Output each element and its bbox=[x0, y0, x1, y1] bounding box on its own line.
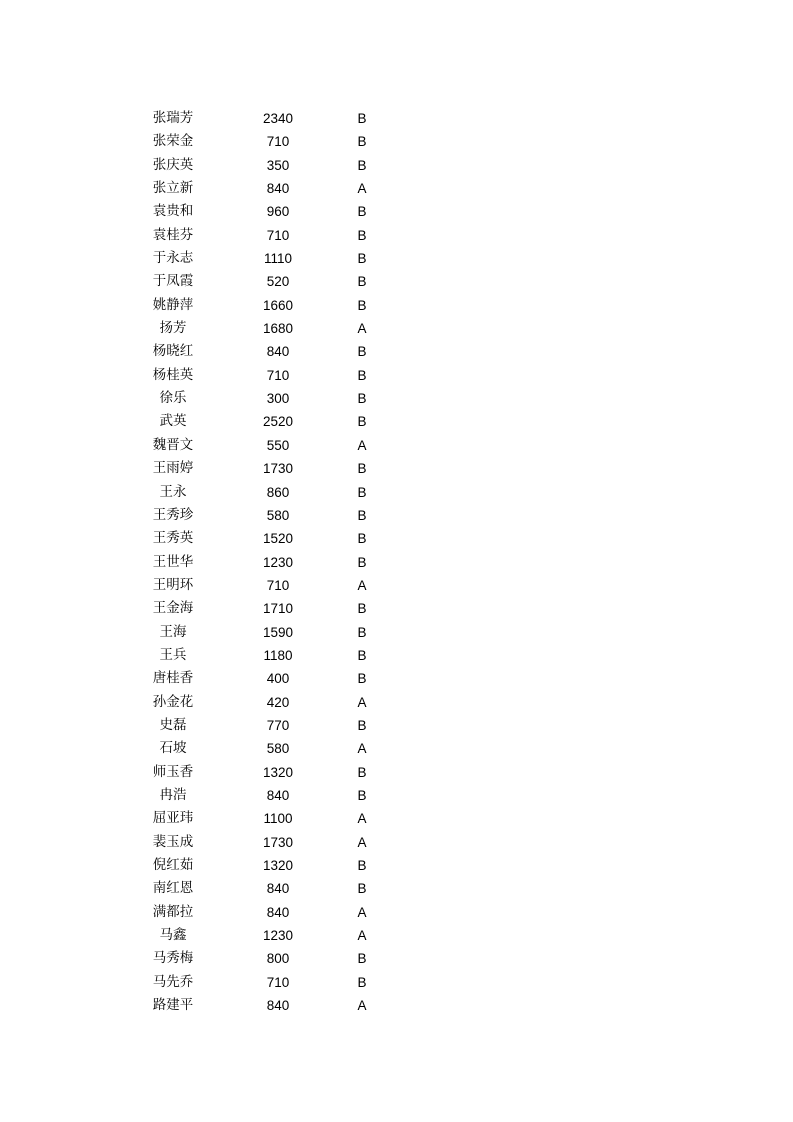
name-cell: 杨桂英 bbox=[152, 366, 194, 383]
grade-cell: B bbox=[357, 624, 367, 640]
table-row bbox=[0, 364, 793, 387]
name-cell: 冉浩 bbox=[159, 786, 187, 803]
amount-cell: 1320 bbox=[262, 858, 294, 873]
grade-cell: A bbox=[357, 694, 367, 710]
grade-cell: B bbox=[357, 391, 367, 407]
grade-cell: B bbox=[357, 531, 367, 547]
name-cell: 袁贵和 bbox=[152, 203, 194, 220]
table-row bbox=[0, 434, 793, 457]
grade-cell: B bbox=[357, 974, 367, 990]
table-row bbox=[0, 667, 793, 690]
grade-cell: A bbox=[357, 741, 367, 757]
grade-cell: A bbox=[357, 904, 367, 920]
name-cell: 袁桂芬 bbox=[152, 226, 194, 243]
amount-cell: 840 bbox=[266, 998, 290, 1014]
grade-cell: B bbox=[357, 297, 367, 313]
grade-cell: B bbox=[357, 858, 367, 873]
amount-cell: 1730 bbox=[262, 461, 294, 477]
grade-cell: B bbox=[357, 134, 367, 150]
amount-cell: 840 bbox=[266, 181, 290, 197]
grade-cell: B bbox=[357, 601, 367, 617]
amount-cell: 710 bbox=[266, 227, 290, 243]
grade-cell: B bbox=[357, 344, 367, 360]
table-row bbox=[0, 130, 793, 153]
name-cell: 张立新 bbox=[152, 180, 194, 197]
name-cell: 张庆英 bbox=[152, 156, 194, 173]
grade-cell: A bbox=[357, 998, 367, 1014]
amount-cell: 1230 bbox=[262, 554, 294, 570]
amount-cell: 1590 bbox=[262, 624, 294, 640]
grade-cell: A bbox=[357, 928, 367, 944]
amount-cell: 550 bbox=[266, 437, 290, 453]
name-cell: 王秀珍 bbox=[152, 506, 194, 523]
name-cell: 王海 bbox=[159, 623, 187, 640]
amount-cell: 710 bbox=[266, 974, 290, 990]
table-row bbox=[0, 410, 793, 433]
amount-cell: 300 bbox=[266, 391, 290, 407]
grade-cell: B bbox=[357, 671, 367, 687]
grade-cell: B bbox=[357, 764, 367, 780]
name-cell: 王雨婷 bbox=[152, 460, 194, 477]
name-cell: 王世华 bbox=[152, 553, 194, 570]
name-cell: 姚静萍 bbox=[152, 296, 194, 313]
table-row bbox=[0, 551, 793, 574]
amount-cell: 1660 bbox=[262, 297, 294, 313]
table-row bbox=[0, 107, 793, 130]
table-row bbox=[0, 154, 793, 177]
amount-cell: 1180 bbox=[263, 647, 293, 663]
grade-cell: B bbox=[357, 204, 367, 220]
grade-cell: B bbox=[357, 414, 367, 430]
grade-cell: B bbox=[357, 951, 367, 967]
table-row bbox=[0, 200, 793, 223]
amount-cell: 1730 bbox=[262, 834, 294, 850]
table-row bbox=[0, 224, 793, 247]
amount-cell: 580 bbox=[266, 507, 290, 523]
amount-cell: 400 bbox=[266, 671, 290, 687]
grade-cell: B bbox=[357, 251, 367, 267]
grade-cell: A bbox=[357, 321, 367, 337]
name-cell: 史磊 bbox=[159, 716, 187, 733]
table-row bbox=[0, 481, 793, 504]
table-row bbox=[0, 784, 793, 807]
amount-cell: 1680 bbox=[262, 321, 294, 337]
amount-cell: 840 bbox=[266, 344, 290, 360]
table-row bbox=[0, 247, 793, 270]
amount-cell: 2520 bbox=[262, 414, 294, 430]
name-cell: 扬芳 bbox=[159, 320, 187, 337]
amount-cell: 520 bbox=[266, 274, 290, 290]
amount-cell: 2340 bbox=[262, 111, 294, 126]
amount-cell: 860 bbox=[266, 484, 290, 500]
table-row bbox=[0, 924, 793, 947]
table-row bbox=[0, 621, 793, 644]
name-cell: 马先乔 bbox=[152, 973, 194, 990]
table-row bbox=[0, 761, 793, 784]
name-cell: 马秀梅 bbox=[152, 950, 194, 967]
name-cell: 王金海 bbox=[152, 600, 194, 617]
name-cell: 孙金花 bbox=[152, 693, 194, 710]
amount-cell: 960 bbox=[266, 204, 290, 220]
table-row bbox=[0, 294, 793, 317]
name-cell: 王明环 bbox=[152, 576, 194, 593]
grade-cell: A bbox=[357, 437, 367, 453]
name-cell: 唐桂香 bbox=[152, 670, 194, 687]
table-row bbox=[0, 807, 793, 830]
amount-cell: 1520 bbox=[262, 531, 294, 547]
table-row bbox=[0, 971, 793, 994]
name-cell: 裴玉成 bbox=[152, 833, 194, 850]
name-cell: 王永 bbox=[159, 483, 187, 500]
grade-cell: A bbox=[357, 811, 367, 827]
name-cell: 满都拉 bbox=[152, 903, 194, 920]
name-cell: 张荣金 bbox=[152, 133, 194, 150]
name-cell: 师玉香 bbox=[152, 763, 194, 780]
grade-cell: A bbox=[357, 577, 367, 593]
table-row bbox=[0, 177, 793, 200]
table-row bbox=[0, 504, 793, 527]
table-row bbox=[0, 831, 793, 854]
table-row bbox=[0, 340, 793, 363]
amount-cell: 580 bbox=[266, 741, 290, 757]
grade-cell: B bbox=[357, 647, 367, 663]
name-cell: 杨晓红 bbox=[152, 343, 194, 360]
grade-cell: B bbox=[357, 461, 367, 477]
table-row bbox=[0, 457, 793, 480]
table-row bbox=[0, 597, 793, 620]
name-cell: 武英 bbox=[159, 413, 187, 430]
name-cell: 王兵 bbox=[159, 646, 187, 663]
grade-cell: B bbox=[357, 227, 367, 243]
amount-cell: 420 bbox=[266, 694, 290, 710]
amount-cell: 840 bbox=[266, 881, 290, 897]
table-row bbox=[0, 854, 793, 877]
name-cell: 魏晋文 bbox=[152, 436, 194, 453]
table-row bbox=[0, 714, 793, 737]
table-row bbox=[0, 317, 793, 340]
amount-cell: 710 bbox=[266, 367, 290, 383]
grade-cell: B bbox=[357, 367, 367, 383]
amount-cell: 770 bbox=[266, 717, 290, 733]
table-row bbox=[0, 877, 793, 900]
name-cell: 屈亚玮 bbox=[152, 810, 194, 827]
name-cell: 南红恩 bbox=[152, 880, 194, 897]
table-row bbox=[0, 994, 793, 1017]
grade-cell: B bbox=[357, 484, 367, 500]
name-cell: 于永志 bbox=[152, 250, 194, 267]
table-row bbox=[0, 270, 793, 293]
grade-cell: B bbox=[357, 507, 367, 523]
grade-cell: A bbox=[357, 181, 367, 197]
name-cell: 马鑫 bbox=[159, 927, 187, 944]
name-cell: 于凤霞 bbox=[152, 273, 194, 290]
name-cell: 张瑞芳 bbox=[152, 110, 194, 126]
amount-cell: 1100 bbox=[263, 811, 293, 827]
grade-cell: B bbox=[357, 554, 367, 570]
amount-cell: 710 bbox=[266, 134, 290, 150]
table-row bbox=[0, 901, 793, 924]
amount-cell: 800 bbox=[266, 951, 290, 967]
grade-cell: B bbox=[357, 157, 367, 173]
table-row bbox=[0, 691, 793, 714]
grade-cell: B bbox=[357, 787, 367, 803]
amount-cell: 840 bbox=[266, 787, 290, 803]
amount-cell: 710 bbox=[266, 577, 290, 593]
table-row bbox=[0, 574, 793, 597]
amount-cell: 1320 bbox=[262, 764, 294, 780]
name-cell: 石坡 bbox=[159, 740, 187, 757]
table-row bbox=[0, 527, 793, 550]
amount-cell: 840 bbox=[266, 904, 290, 920]
name-cell: 徐乐 bbox=[159, 390, 187, 407]
table-row bbox=[0, 644, 793, 667]
name-cell: 倪红茹 bbox=[152, 857, 194, 873]
grade-cell: B bbox=[357, 717, 367, 733]
table-row bbox=[0, 387, 793, 410]
table-row bbox=[0, 737, 793, 760]
amount-cell: 350 bbox=[266, 157, 290, 173]
grade-cell: B bbox=[357, 111, 367, 126]
name-cell: 路建平 bbox=[152, 997, 194, 1014]
name-cell: 王秀英 bbox=[152, 530, 194, 547]
grade-cell: B bbox=[357, 274, 367, 290]
table-row bbox=[0, 947, 793, 970]
amount-cell: 1230 bbox=[262, 928, 294, 944]
data-table bbox=[0, 107, 793, 1017]
grade-cell: A bbox=[357, 834, 367, 850]
grade-cell: B bbox=[357, 881, 367, 897]
amount-cell: 1110 bbox=[263, 251, 293, 267]
amount-cell: 1710 bbox=[262, 601, 294, 617]
